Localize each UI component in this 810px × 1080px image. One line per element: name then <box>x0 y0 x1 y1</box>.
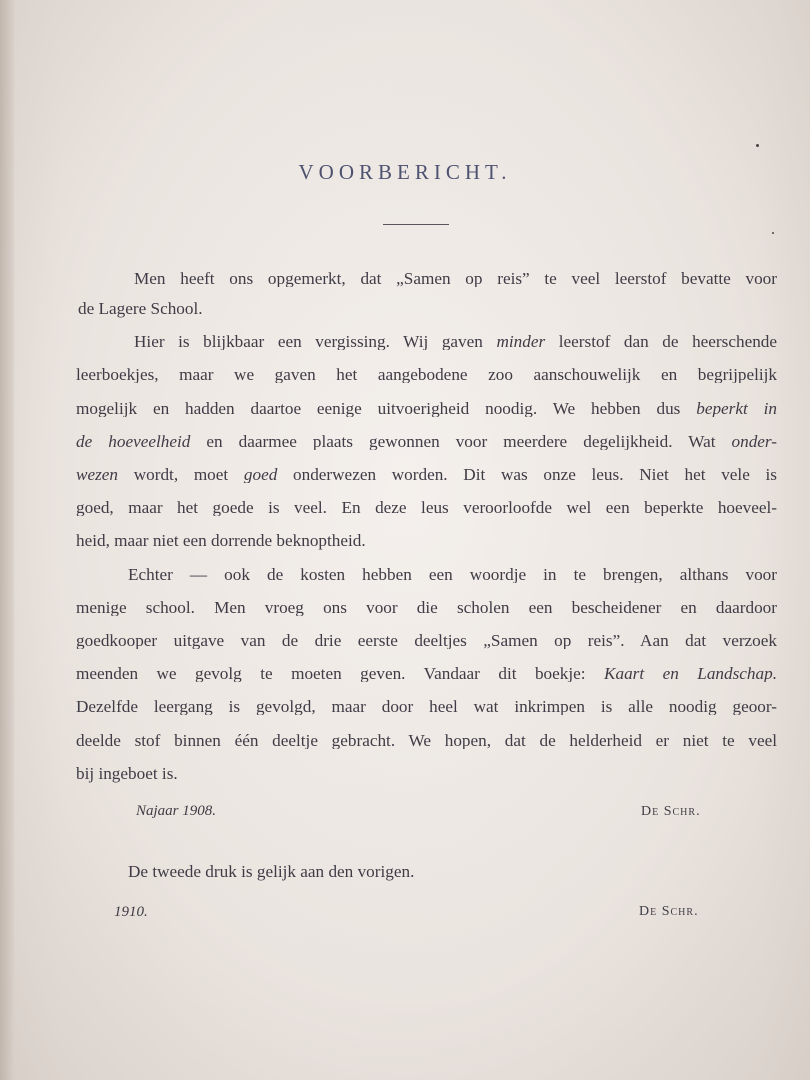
text-line: leerboekjes, maar we gaven het aangebodene zoo aanschouwelijk en begrijpelijk <box>76 366 777 384</box>
author-signature: De Schr. <box>641 804 701 819</box>
text-line: Echter — ook de kosten hebben een woordje in te brengen, althans voor <box>128 566 777 584</box>
text-line: goedkooper uitgave van de drie eerste deeltjes „Samen op reis”. Aan dat verzoek <box>76 632 777 650</box>
second-edition-note: De tweede druk is gelijk aan den vorigen. <box>128 862 415 881</box>
text-line: deelde stof binnen één deeltje gebracht. We hopen, dat de helderheid er niet te veel <box>76 732 777 750</box>
text-line: wezen wordt, moet goed onderwezen worden. Dit was onze leus. Niet het vele is <box>76 466 777 484</box>
emphasis: goed <box>243 466 278 484</box>
text-line: de Lagere School. <box>78 299 203 318</box>
paper-speck <box>772 232 774 234</box>
text-line: meenden we gevolg te moeten geven. Vandaar dit boekje: Kaart en Landschap. <box>76 665 777 683</box>
date-1908: Najaar 1908. <box>136 803 217 819</box>
emphasis: minder <box>496 333 546 351</box>
text-line: goed, maar het goede is veel. En deze leus veroorloofde wel een beperkte hoeveel- <box>76 499 777 517</box>
text-line: de hoeveelheid en daarmee plaats gewonnen voor meerdere degelijkheid. Wat onder- <box>76 433 777 451</box>
emphasis: beperkt in <box>696 400 777 418</box>
text-line: Men heeft ons opgemerkt, dat „Samen op reis” te veel leerstof bevatte voor <box>134 270 777 288</box>
emphasis: onder- <box>731 433 777 451</box>
text-line: Dezelfde leergang is gevolgd, maar door heel wat inkrimpen is alle noodig geoor- <box>76 698 777 716</box>
text-line: mogelijk en hadden daartoe eenige uitvoerigheid noodig. We hebben dus beperkt in <box>76 400 777 418</box>
text-line: bij ingeboet is. <box>76 764 178 783</box>
date-1910: 1910. <box>114 904 148 920</box>
text-line: heid, maar niet een dorrende beknoptheid. <box>76 531 366 550</box>
paper-speck <box>756 144 759 147</box>
text-line: menige school. Men vroeg ons voor die scholen een bescheidener en daardoor <box>76 599 777 617</box>
page-title: VOORBERICHT. <box>298 160 512 184</box>
author-signature: De Schr. <box>639 904 699 919</box>
emphasis: de hoeveelheid <box>76 433 191 451</box>
emphasis: wezen <box>76 466 119 484</box>
title-rule <box>383 224 449 225</box>
emphasis: Kaart en Landschap. <box>604 665 777 683</box>
text-line: Hier is blijkbaar een vergissing. Wij gaven minder leerstof dan de heerschende <box>134 333 777 351</box>
